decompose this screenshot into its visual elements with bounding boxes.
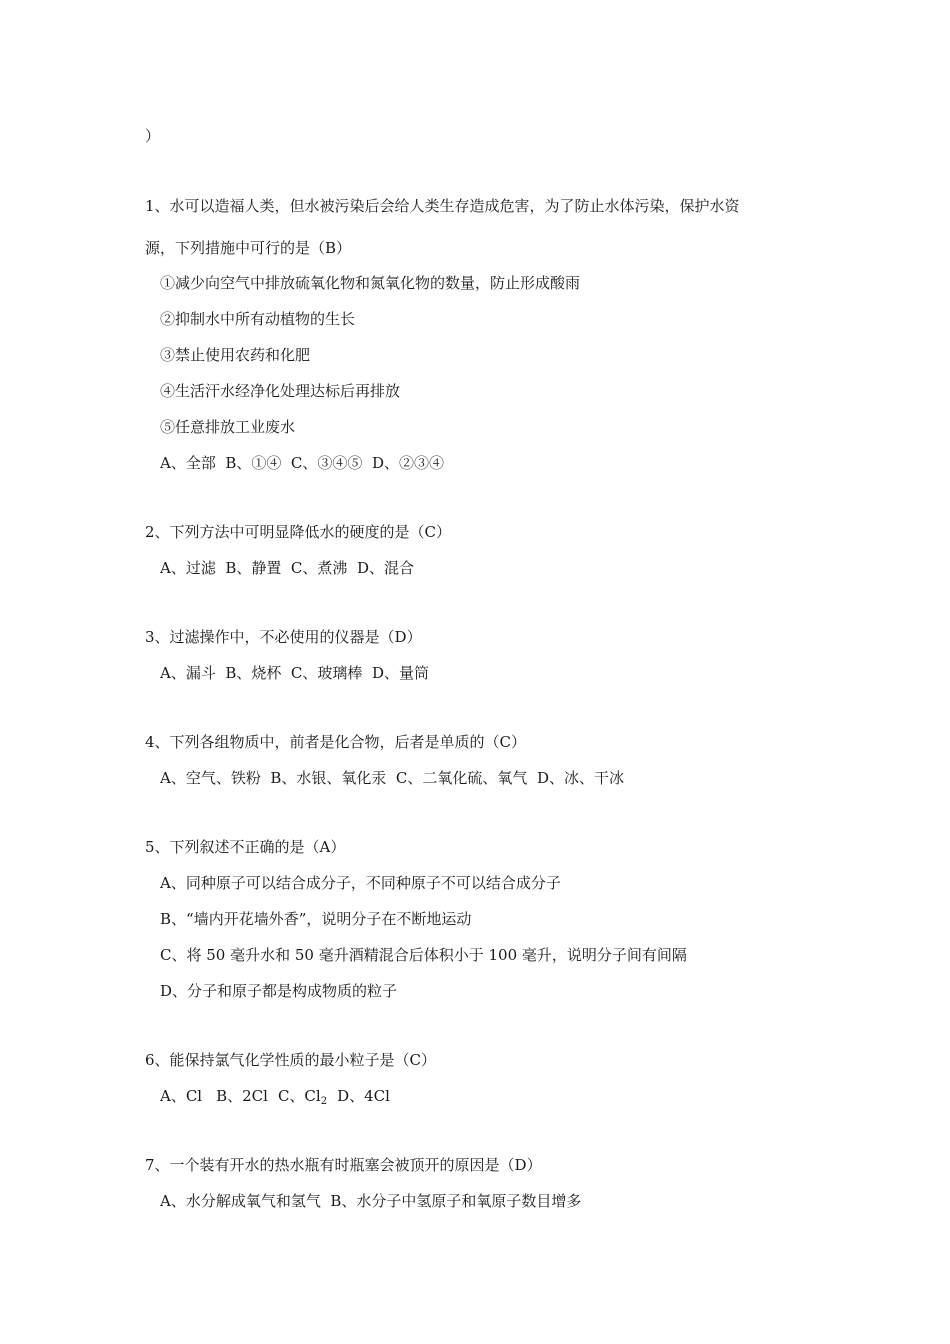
question-5-option-b: B、“墙内开花墙外香”，说明分子在不断地运动 xyxy=(160,910,472,928)
question-6-option-a: A、Cl xyxy=(160,1087,203,1105)
question-7-stem: 7、一个装有开水的热水瓶有时瓶塞会被顶开的原因是（D） xyxy=(145,1156,542,1174)
question-1-item-4: ④生活汗水经净化处理达标后再排放 xyxy=(160,382,401,400)
question-1-item-3: ③禁止使用农药和化肥 xyxy=(160,346,311,364)
question-6-stem: 6、能保持氯气化学性质的最小粒子是（C） xyxy=(145,1051,437,1069)
question-3-stem: 3、过滤操作中，不必使用的仪器是（D） xyxy=(145,628,422,646)
question-1-item-2: ②抑制水中所有动植物的生长 xyxy=(160,310,356,328)
question-2-options: A、过滤 B、静置 C、煮沸 D、混合 xyxy=(160,559,414,577)
question-1-stem-line-2: 源，下列措施中可行的是（B） xyxy=(145,239,352,257)
question-4-stem: 4、下列各组物质中，前者是化合物，后者是单质的（C） xyxy=(145,733,527,751)
question-6-option-b: B、2Cl xyxy=(216,1087,268,1105)
question-5-option-a: A、同种原子可以结合成分子，不同种原子不可以结合成分子 xyxy=(160,874,561,892)
question-5-option-c: C、将 50 毫升水和 50 毫升酒精混合后体积小于 100 毫升，说明分子间有间隔 xyxy=(160,946,687,964)
question-6-option-d: D、4Cl xyxy=(337,1087,390,1105)
question-5-stem: 5、下列叙述不正确的是（A） xyxy=(145,838,346,856)
question-6-option-c-subscript: 2 xyxy=(320,1096,328,1107)
question-7-options: A、水分解成氧气和氢气 B、水分子中氢原子和氧原子数目增多 xyxy=(160,1192,582,1210)
question-1-item-5: ⑤任意排放工业废水 xyxy=(160,418,296,436)
question-1-stem-line-1: 1、水可以造福人类，但水被污染后会给人类生存造成危害，为了防止水体污染，保护水资 xyxy=(145,197,740,215)
question-1-options: A、全部 B、①④ C、③④⑤ D、②③④ xyxy=(160,454,444,472)
question-6-options xyxy=(160,1086,390,1106)
question-1-item-1: ①减少向空气中排放硫氧化物和氮氧化物的数量，防止形成酸雨 xyxy=(160,274,581,292)
top-fragment: ） xyxy=(145,127,161,145)
question-5-option-d: D、分子和原子都是构成物质的粒子 xyxy=(160,982,398,1000)
question-2-stem: 2、下列方法中可明显降低水的硬度的是（C） xyxy=(145,523,452,541)
question-4-options: A、空气、铁粉 B、水银、氧化汞 C、二氧化硫、氧气 D、冰、干冰 xyxy=(160,769,624,787)
question-6-option-c-prefix: C、Cl xyxy=(277,1087,321,1105)
question-3-options: A、漏斗 B、烧杯 C、玻璃棒 D、量筒 xyxy=(160,664,429,682)
question-6-option-c xyxy=(278,1087,327,1105)
